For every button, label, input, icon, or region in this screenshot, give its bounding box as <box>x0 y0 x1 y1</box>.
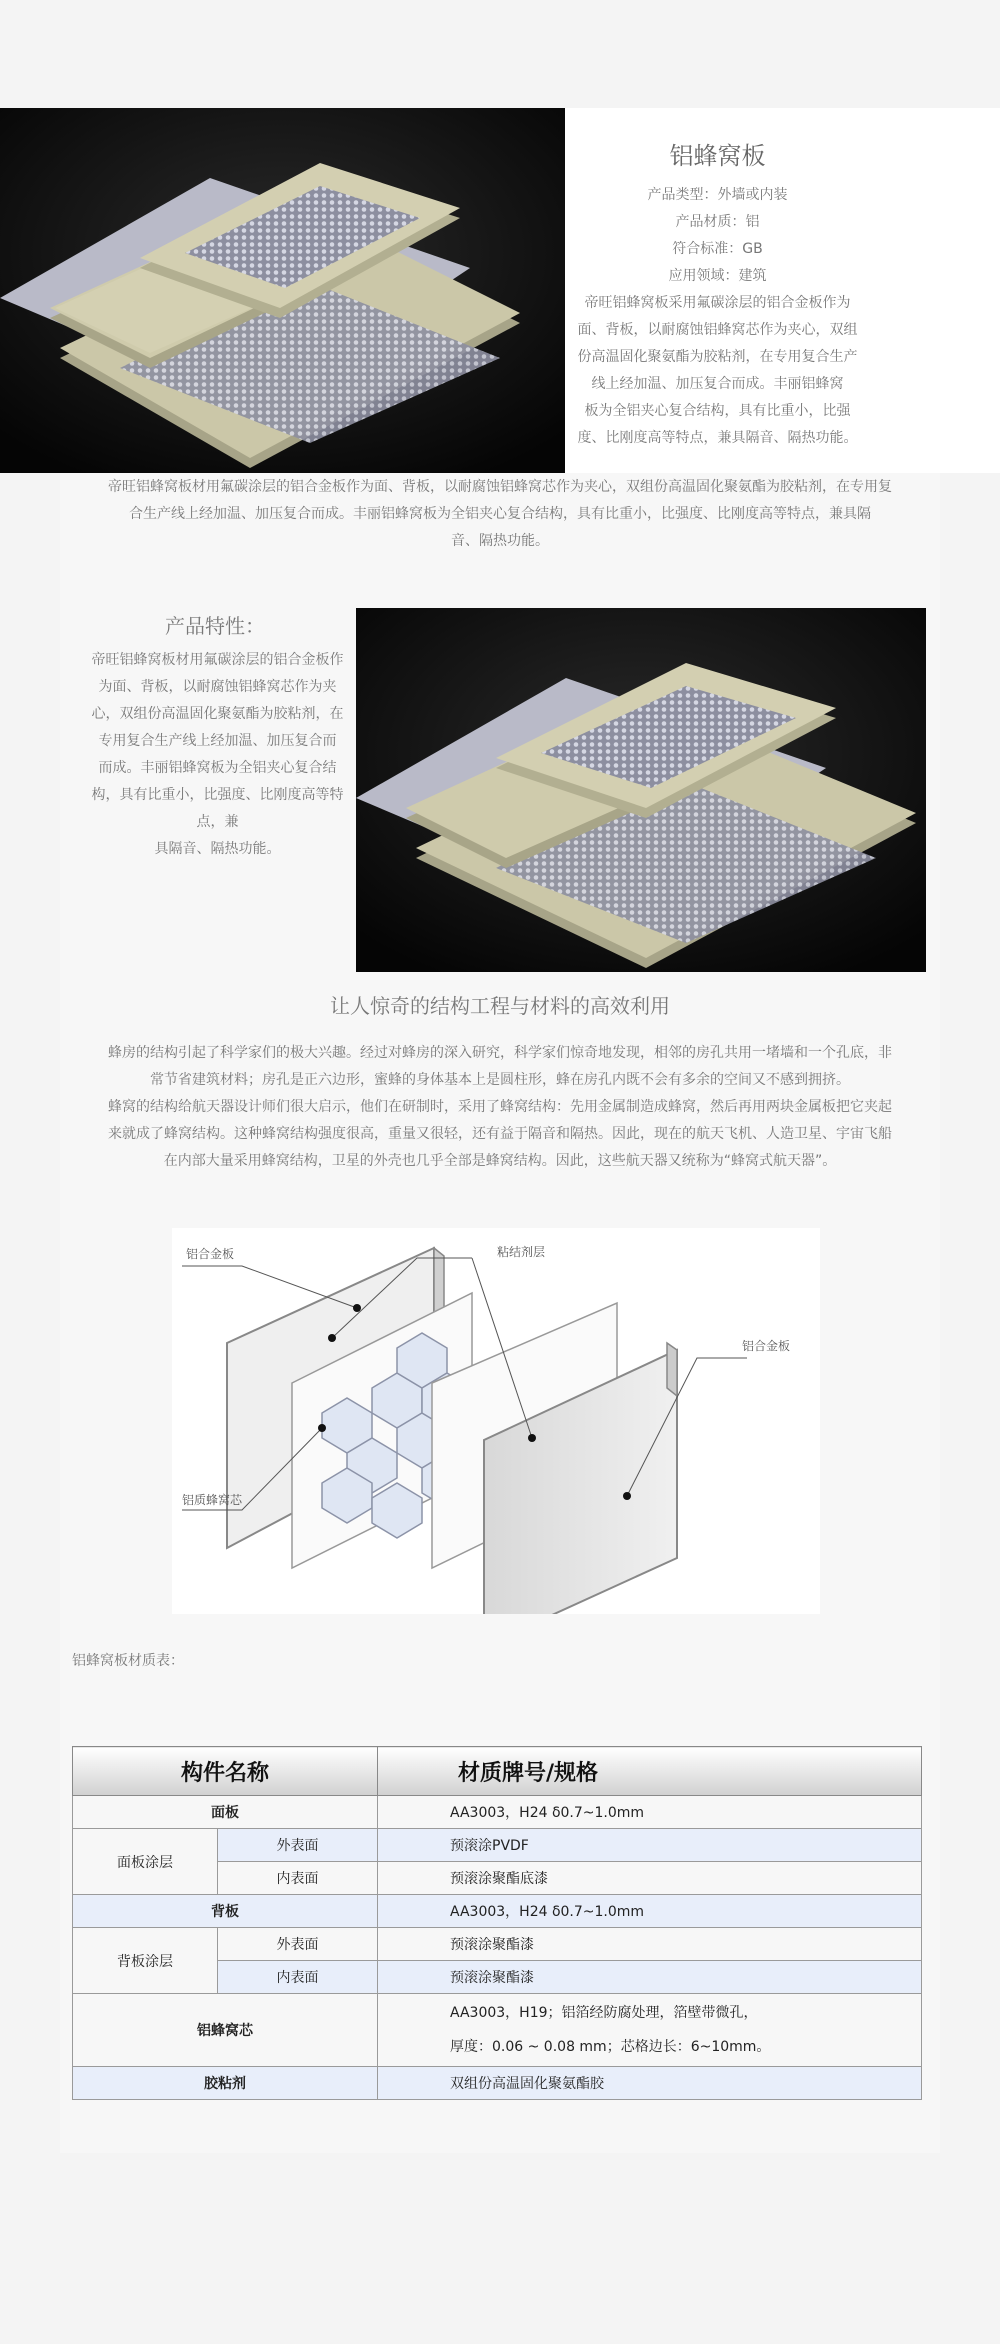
structure-diagram <box>172 1228 820 1614</box>
structure-line: 蜂窝的结构给航天器设计师们很大启示，他们在研制时，采用了蜂窝结构：先用金属制造成蜂窝，然后再用两块金属板把它夹起 <box>108 1099 892 1115</box>
row-subname: 外表面 <box>218 1829 378 1862</box>
table-row <box>73 1829 922 1862</box>
product-photo <box>0 108 565 473</box>
label-adhesive: 粘结剂层 <box>497 1245 546 1259</box>
product-photo-2 <box>356 608 926 972</box>
hero-desc-line: 度、比刚度高等特点，兼具隔音、隔热功能。 <box>577 430 858 446</box>
row-name: 面板 <box>73 1796 378 1829</box>
row-value: 预滚涂聚酯底漆 <box>378 1862 922 1895</box>
features-line: 具隔音、隔热功能。 <box>154 841 281 857</box>
features-title: 产品特性： <box>165 614 265 638</box>
table-row <box>73 2067 922 2100</box>
structure-line: 常节省建筑材料；房孔是正六边形，蜜蜂的身体基本上是圆柱形，蜂在房孔内既不会有多余的空间又不感到拥挤。 <box>150 1072 850 1088</box>
label-core: 铝质蜂窝芯 <box>182 1493 243 1507</box>
hero-desc-line: 帝旺铝蜂窝板采用氟碳涂层的铝合金板作为 <box>584 295 851 311</box>
hero-desc-line: 面、背板，以耐腐蚀铝蜂窝芯作为夹心，双组 <box>577 322 858 338</box>
row-value-line: 厚度：0.06 ~ 0.08 mm；芯格边长：6~10mm。 <box>450 2039 771 2055</box>
intro-line: 合生产线上经加温、加压复合而成。丰丽铝蜂窝板为全铝夹心复合结构，具有比重小，比强度、比刚度高等特点，兼具隔 <box>129 506 871 522</box>
table-row <box>73 1928 922 1961</box>
table-row <box>73 1994 922 2067</box>
structure-paragraph <box>70 1040 930 1175</box>
features-line: 心，双组份高温固化聚氨酯为胶粘剂，在 <box>91 706 344 722</box>
features-text <box>80 647 355 863</box>
table-row <box>73 1796 922 1829</box>
table-header-row <box>73 1747 922 1796</box>
header-component: 构件名称 <box>73 1747 378 1796</box>
row-value: AA3003，H24 δ0.7~1.0mm <box>378 1895 922 1928</box>
intro-line: 音、隔热功能。 <box>451 533 549 549</box>
table-caption: 铝蜂窝板材质表： <box>72 1653 184 1669</box>
intro-paragraph <box>70 474 930 555</box>
spec-type: 产品类型：外墙或内装 <box>647 187 788 203</box>
row-value: 预滚涂聚酯漆 <box>378 1928 922 1961</box>
row-value: 预滚涂聚酯漆 <box>378 1961 922 1994</box>
row-value: AA3003，H24 δ0.7~1.0mm <box>378 1796 922 1829</box>
features-line: 构，具有比重小，比强度、比刚度高等特 <box>91 787 344 803</box>
features-line: 帝旺铝蜂窝板材用氟碳涂层的铝合金板作 <box>91 652 344 668</box>
row-name: 背板涂层 <box>73 1928 218 1994</box>
row-value <box>378 1994 922 2067</box>
material-table <box>72 1746 922 2100</box>
hero-section <box>0 108 1000 473</box>
spec-material: 产品材质：铝 <box>675 214 760 230</box>
features-line: 点，兼 <box>196 814 239 830</box>
row-name: 胶粘剂 <box>73 2067 378 2100</box>
spec-application: 应用领域：建筑 <box>668 268 767 284</box>
row-name: 面板涂层 <box>73 1829 218 1895</box>
row-subname: 内表面 <box>218 1961 378 1994</box>
structure-line: 在内部大量采用蜂窝结构，卫星的外壳也几乎全部是蜂窝结构。因此，这些航天器又统称为“蜂窝式航天器”。 <box>163 1153 837 1169</box>
product-title: 铝蜂窝板 <box>669 142 766 170</box>
row-subname: 内表面 <box>218 1862 378 1895</box>
label-right-panel: 铝合金板 <box>742 1339 791 1353</box>
spec-standard: 符合标准：GB <box>672 241 763 257</box>
structure-title: 让人惊奇的结构工程与材料的高效利用 <box>330 994 670 1018</box>
header-spec: 材质牌号/规格 <box>378 1747 922 1796</box>
intro-line: 帝旺铝蜂窝板材用氟碳涂层的铝合金板作为面、背板，以耐腐蚀铝蜂窝芯作为夹心，双组份高温固化聚氨酯为胶粘剂，在专用复 <box>108 479 892 495</box>
row-value-line: AA3003，H19；铝箔经防腐处理，箔壁带微孔， <box>450 2005 758 2021</box>
table-row <box>73 1895 922 1928</box>
hero-desc-line: 份高温固化聚氨酯为胶粘剂，在专用复合生产 <box>577 349 858 365</box>
row-name: 铝蜂窝芯 <box>73 1994 378 2067</box>
row-name: 背板 <box>73 1895 378 1928</box>
label-left-panel: 铝合金板 <box>186 1247 235 1261</box>
structure-line: 来就成了蜂窝结构。这种蜂窝结构强度很高，重量又很轻，还有益于隔音和隔热。因此，现在的航天飞机、人造卫星、宇宙飞船 <box>108 1126 892 1142</box>
row-subname: 外表面 <box>218 1928 378 1961</box>
features-line: 为面、背板，以耐腐蚀铝蜂窝芯作为夹 <box>98 679 337 695</box>
row-value: 预滚涂PVDF <box>378 1829 922 1862</box>
features-line: 而成。丰丽铝蜂窝板为全铝夹心复合结 <box>98 760 337 776</box>
row-value: 双组份高温固化聚氨酯胶 <box>378 2067 922 2100</box>
hero-description <box>565 290 870 452</box>
features-line: 专用复合生产线上经加温、加压复合而 <box>98 733 337 749</box>
hero-desc-line: 板为全铝夹心复合结构，具有比重小，比强 <box>584 403 851 419</box>
hero-desc-line: 线上经加温、加压复合而成。丰丽铝蜂窝 <box>591 376 844 392</box>
structure-line: 蜂房的结构引起了科学家们的极大兴趣。经过对蜂房的深入研究，科学家们惊奇地发现，相邻的房孔共用一堵墙和一个孔底，非 <box>108 1045 892 1061</box>
